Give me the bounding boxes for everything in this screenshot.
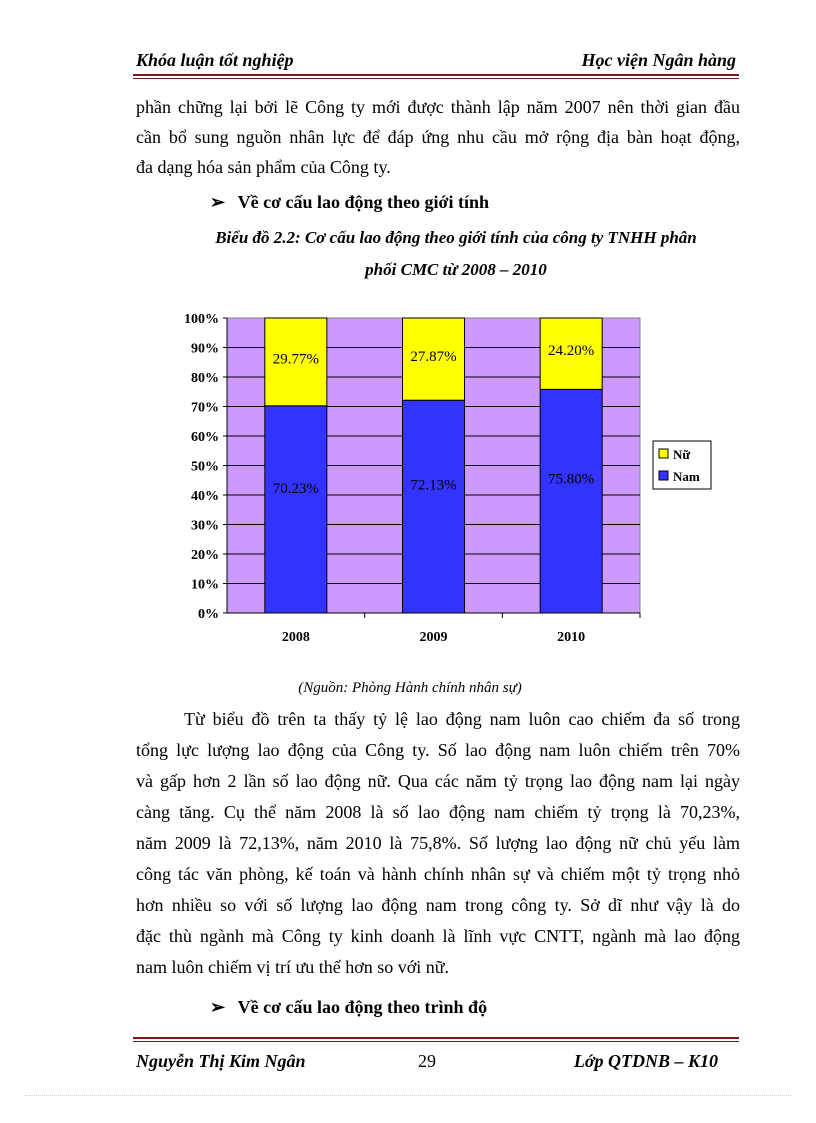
section-gender-title: Về cơ cấu lao động theo giới tính xyxy=(237,192,490,212)
x-tick-label: 2008 xyxy=(281,630,310,645)
intro-line-3: đa dạng hóa sản phẩm của Công ty. xyxy=(136,157,391,177)
bar-nam-2009 xyxy=(403,400,465,613)
figure-caption-line-2: phối CMC từ 2008 – 2010 xyxy=(365,260,547,279)
analysis-line-9: nam luôn chiếm vị trí ưu thế hơn so với nữ. xyxy=(136,957,450,977)
legend-swatch xyxy=(659,449,668,458)
page-number: 29 xyxy=(418,1051,436,1071)
data-label: 29.77% xyxy=(272,351,319,368)
y-tick-label: 50% xyxy=(191,459,219,475)
section-gender xyxy=(210,192,489,213)
analysis-line-4: càng tăng. Cụ thể năm 2008 là số lao động nam chiếm tỷ trọng là 70,23%, xyxy=(136,802,740,822)
footer-rule-thin xyxy=(133,1041,739,1042)
footer-class: Lớp QTDNB – K10 xyxy=(573,1051,718,1071)
data-label: 72.13% xyxy=(410,477,457,494)
analysis-line-3: và gấp hơn 2 lần số lao động nữ. Qua các năm tỷ trọng lao động nam lại ngày xyxy=(136,771,740,791)
analysis-line-8: đặc thù ngành mà Công ty kinh doanh là lĩnh vực CNTT, ngành mà lao động xyxy=(136,926,740,946)
x-tick-label: 2009 xyxy=(419,630,448,645)
bullet-arrow-icon: ➢ xyxy=(210,192,226,212)
data-label: 27.87% xyxy=(410,348,457,365)
section-education-title: Về cơ cấu lao động theo trình độ xyxy=(237,997,488,1017)
analysis-line-7: hơn nhiều so với số lượng lao động nam trong công ty. Sở dĩ như vậy là do xyxy=(136,895,740,915)
bar-nam-2008 xyxy=(265,406,327,613)
y-tick-label: 70% xyxy=(191,400,219,416)
analysis-paragraph xyxy=(136,704,740,983)
gender-structure-chart xyxy=(150,300,730,660)
x-tick-label: 2010 xyxy=(557,630,586,645)
analysis-line-1: Từ biểu đồ trên ta thấy tỷ lệ lao động nam luôn cao chiếm đa số trong xyxy=(184,709,740,729)
legend-swatch xyxy=(659,471,668,480)
y-tick-label: 40% xyxy=(191,489,219,504)
footer-rule xyxy=(133,1037,739,1039)
analysis-line-2: tổng lực lượng lao động của Công ty. Số lao động nam luôn chiếm trên 70% xyxy=(136,740,740,760)
analysis-line-5: năm 2009 là 72,13%, năm 2010 là 75,8%. Số lượng lao động nữ chủ yếu làm xyxy=(136,833,740,853)
y-tick-label: 0% xyxy=(198,607,219,622)
bullet-arrow-icon: ➢ xyxy=(210,997,226,1017)
section-education xyxy=(210,997,487,1018)
figure-caption-line-1: Biểu đồ 2.2: Cơ cấu lao động theo giới tính của công ty TNHH phân xyxy=(215,228,697,247)
y-tick-label: 90% xyxy=(191,341,219,357)
legend-label: Nữ xyxy=(673,447,691,462)
analysis-line-6: công tác văn phòng, kế toán và hành chính nhân sự và chiếm một tỷ trọng nhỏ xyxy=(136,864,740,884)
figure-source: (Nguồn: Phòng Hành chính nhân sự) xyxy=(298,680,522,696)
header-rule xyxy=(133,74,739,76)
footer-author: Nguyễn Thị Kim Ngân xyxy=(136,1051,306,1071)
legend-label: Nam xyxy=(673,469,700,484)
intro-line-2: cần bổ sung nguồn nhân lực để đáp ứng nhu cầu mở rộng địa bàn hoạt động, xyxy=(136,127,740,147)
data-label: 70.23% xyxy=(272,480,319,497)
header-right: Học viện Ngân hàng xyxy=(581,50,736,70)
intro-paragraph xyxy=(136,92,740,182)
y-tick-label: 100% xyxy=(184,312,219,327)
intro-line-1: phần chững lại bởi lẽ Công ty mới được thành lập năm 2007 nên thời gian đầu xyxy=(136,97,740,117)
y-tick-label: 60% xyxy=(191,430,219,445)
data-label: 75.80% xyxy=(548,471,595,488)
y-tick-label: 20% xyxy=(191,548,219,563)
bar-nam-2010 xyxy=(540,389,602,613)
page-bottom-divider xyxy=(25,1095,791,1096)
figure-caption xyxy=(136,222,776,286)
data-label: 24.20% xyxy=(548,343,595,360)
header-left: Khóa luận tốt nghiệp xyxy=(136,50,294,70)
header-rule-thin xyxy=(133,78,739,79)
y-tick-label: 80% xyxy=(191,371,219,386)
y-tick-label: 30% xyxy=(191,518,219,534)
y-tick-label: 10% xyxy=(191,577,219,593)
